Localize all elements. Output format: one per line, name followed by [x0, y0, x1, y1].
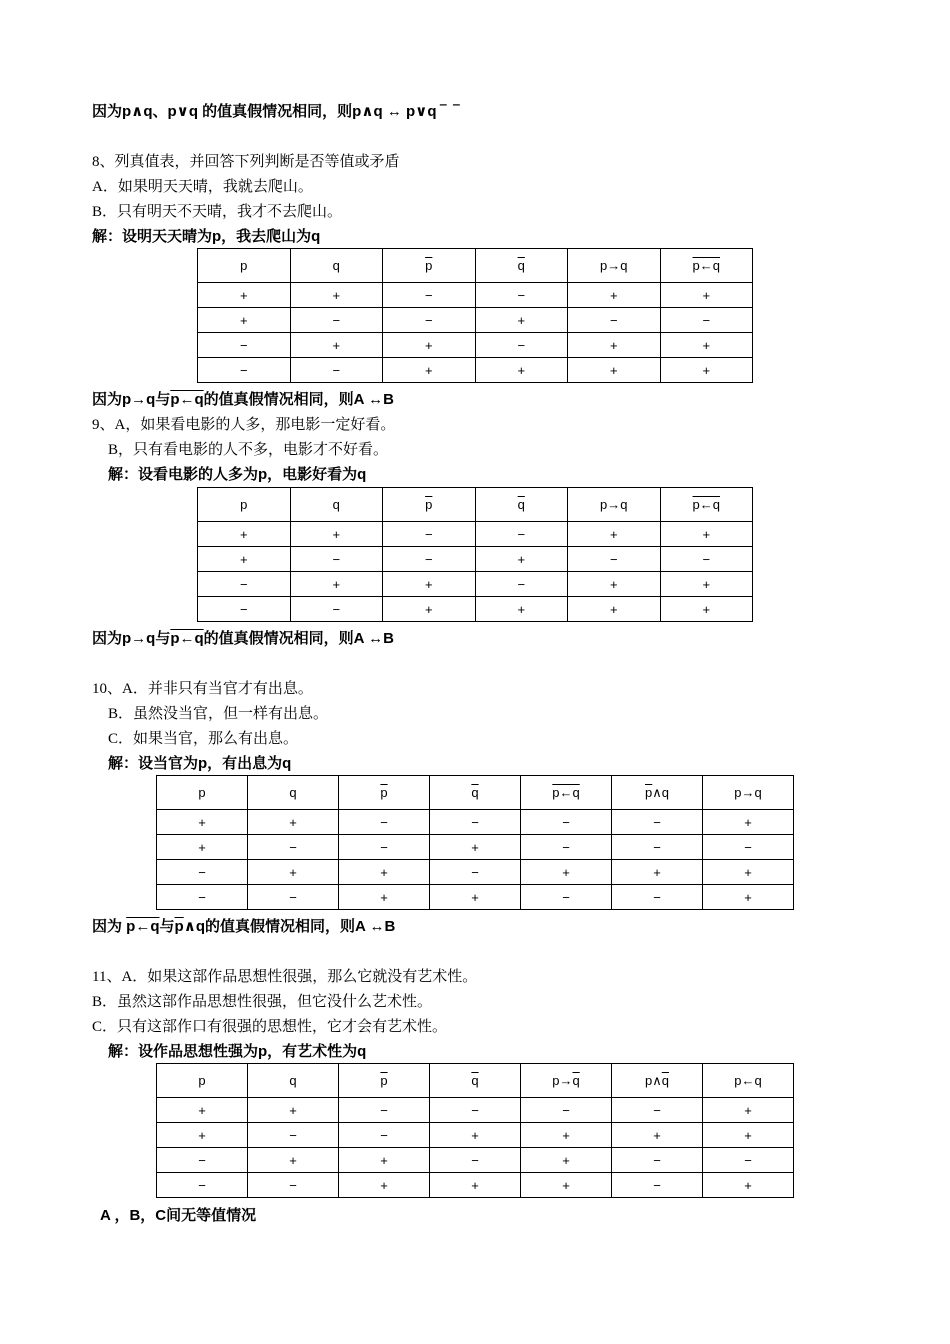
intro-trailing-bars: ‾ ‾	[440, 103, 461, 120]
table-cell: +	[660, 597, 753, 622]
table-cell: +	[703, 810, 794, 835]
table-cell: +	[703, 1123, 794, 1148]
table-header-cell: $\overline{q}$	[430, 1064, 521, 1098]
table-cell: +	[248, 1098, 339, 1123]
table-header-cell: p→q	[568, 488, 661, 522]
q8-statement-b: B．只有明天不天晴，我才不去爬山。	[92, 204, 343, 220]
table-cell: +	[568, 283, 661, 308]
table-cell: +	[703, 885, 794, 910]
q11-statement-b: B．虽然这部作品思想性很强，但它没什么艺术性。	[92, 994, 433, 1010]
table-cell: −	[157, 885, 248, 910]
table-cell: −	[475, 572, 568, 597]
table-cell: −	[339, 1123, 430, 1148]
table-cell: −	[248, 1173, 339, 1198]
table-cell: −	[430, 1148, 521, 1173]
table-header-cell: p←q	[660, 249, 753, 283]
table-cell: +	[430, 1123, 521, 1148]
table-row	[198, 283, 753, 308]
table-cell: −	[290, 547, 383, 572]
q9-statement-b: B，只有看电影的人不多，电影才不好看。	[108, 442, 389, 458]
table-cell: +	[339, 1148, 430, 1173]
table-header-cell: p	[198, 488, 291, 522]
table-row	[157, 1098, 794, 1123]
table-cell: −	[703, 835, 794, 860]
table-cell: +	[198, 522, 291, 547]
table-row	[198, 333, 753, 358]
table-cell: +	[290, 522, 383, 547]
table-cell: +	[521, 1123, 612, 1148]
q10-conclusion-mid: 与	[159, 918, 175, 935]
table-cell: −	[198, 597, 291, 622]
table-cell: −	[198, 572, 291, 597]
intro-conclusion	[92, 103, 461, 121]
table-cell: +	[383, 333, 476, 358]
table-cell: −	[612, 1173, 703, 1198]
table-cell: +	[157, 810, 248, 835]
q8-truth-table	[197, 248, 753, 383]
table-header-cell: $p\to\overline{q}$	[521, 1064, 612, 1098]
table-header-cell: p→q	[703, 776, 794, 810]
table-cell: −	[703, 1148, 794, 1173]
table-cell: −	[568, 308, 661, 333]
q8-statement-a: A．如果明天天晴，我就去爬山。	[92, 179, 313, 195]
q8-conclusion-suffix: 的值真假情况相同，则A ↔B	[203, 391, 394, 408]
table-row	[198, 572, 753, 597]
table-header-row	[157, 776, 794, 810]
table-header-cell: q	[248, 1064, 339, 1098]
table-cell: +	[521, 860, 612, 885]
q8-conclusion-prefix: 因为p→q与	[92, 391, 171, 408]
table-row	[157, 1123, 794, 1148]
table-cell: +	[568, 572, 661, 597]
table-cell: +	[290, 333, 383, 358]
table-cell: +	[475, 597, 568, 622]
table-cell: +	[475, 547, 568, 572]
table-row	[157, 1173, 794, 1198]
table-header-row	[198, 249, 753, 283]
table-cell: +	[660, 572, 753, 597]
table-cell: +	[339, 1173, 430, 1198]
table-cell: +	[660, 333, 753, 358]
table-cell: +	[568, 597, 661, 622]
table-cell: −	[248, 835, 339, 860]
q9-truth-table	[197, 487, 753, 622]
table-cell: +	[568, 333, 661, 358]
q10-conclusion-prefix: 因为	[92, 918, 127, 935]
q10-conclusion-expr2-over: $\overline{p}$	[174, 918, 184, 935]
table-cell: −	[290, 597, 383, 622]
table-cell: +	[521, 1173, 612, 1198]
table-cell: −	[248, 1123, 339, 1148]
table-cell: +	[430, 1173, 521, 1198]
table-cell: −	[430, 860, 521, 885]
table-header-cell: p←q	[660, 488, 753, 522]
table-header-cell: $\overline{p}\wedge q$	[612, 776, 703, 810]
table-cell: −	[339, 810, 430, 835]
table-cell: +	[157, 1123, 248, 1148]
table-cell: +	[383, 597, 476, 622]
table-header-row	[157, 1064, 794, 1098]
table-cell: −	[383, 308, 476, 333]
table-cell: +	[383, 358, 476, 383]
table-header-cell: p	[157, 776, 248, 810]
table-cell: +	[290, 572, 383, 597]
table-cell: +	[157, 1098, 248, 1123]
table-cell: −	[612, 885, 703, 910]
table-cell: −	[612, 1098, 703, 1123]
table-cell: −	[290, 358, 383, 383]
q9-conclusion-expr: p←q	[170, 630, 204, 647]
q10-conclusion-expr2-rest: ∧q	[183, 918, 206, 935]
table-cell: −	[521, 885, 612, 910]
q11-statement-a: 11、A．如果这部作品思想性很强，那么它就没有艺术性。	[92, 969, 478, 985]
table-cell: −	[157, 860, 248, 885]
q10-conclusion-suffix: 的值真假情况相同，则A ↔B	[205, 918, 396, 935]
table-header-cell: p←q	[521, 776, 612, 810]
table-cell: +	[383, 572, 476, 597]
table-cell: −	[612, 810, 703, 835]
table-cell: −	[248, 885, 339, 910]
q9-conclusion-suffix: 的值真假情况相同，则A ↔B	[203, 630, 394, 647]
table-header-cell: $\overline{q}$	[475, 249, 568, 283]
table-cell: +	[198, 283, 291, 308]
table-cell: +	[660, 283, 753, 308]
table-cell: −	[198, 358, 291, 383]
table-cell: −	[521, 835, 612, 860]
table-header-cell: $\overline{p}$	[339, 776, 430, 810]
table-header-cell: $\overline{p}$	[383, 249, 476, 283]
table-header-cell: $\overline{p}$	[339, 1064, 430, 1098]
q9-statement-a: 9、A，如果看电影的人多，那电影一定好看。	[92, 417, 396, 433]
table-cell: −	[475, 333, 568, 358]
q8-conclusion-expr: p←q	[170, 391, 204, 408]
table-cell: +	[339, 885, 430, 910]
q10-conclusion-expr1: p←q	[126, 918, 160, 935]
table-cell: +	[248, 860, 339, 885]
table-cell: −	[383, 283, 476, 308]
table-cell: +	[660, 358, 753, 383]
q8-solution: 解：设明天天晴为p，我去爬山为q	[92, 228, 321, 245]
table-cell: −	[383, 522, 476, 547]
table-cell: +	[568, 522, 661, 547]
table-cell: +	[703, 1173, 794, 1198]
table-cell: +	[568, 358, 661, 383]
table-header-cell: p←q	[703, 1064, 794, 1098]
table-row	[198, 547, 753, 572]
table-cell: +	[475, 308, 568, 333]
table-header-cell: p	[198, 249, 291, 283]
table-cell: −	[660, 308, 753, 333]
table-header-row	[198, 488, 753, 522]
table-cell: +	[660, 522, 753, 547]
table-header-cell: $\overline{p}$	[383, 488, 476, 522]
table-row	[157, 1148, 794, 1173]
table-cell: +	[248, 1148, 339, 1173]
q11-solution: 解：设作品思想性强为p，有艺术性为q	[108, 1043, 367, 1060]
table-cell: −	[339, 1098, 430, 1123]
table-cell: −	[521, 1098, 612, 1123]
q10-statement-a: 10、A．并非只有当官才有出息。	[92, 681, 313, 697]
q9-conclusion-prefix: 因为p→q与	[92, 630, 171, 647]
q9-solution: 解：设看电影的人多为p，电影好看为q	[108, 466, 367, 483]
table-row	[198, 308, 753, 333]
table-cell: +	[612, 1123, 703, 1148]
table-cell: −	[198, 333, 291, 358]
q8-conclusion	[92, 391, 394, 409]
table-cell: +	[157, 835, 248, 860]
q10-statement-c: C．如果当官，那么有出息。	[108, 731, 299, 747]
q10-statement-b: B．虽然没当官，但一样有出息。	[108, 706, 329, 722]
table-cell: −	[157, 1148, 248, 1173]
table-cell: +	[290, 283, 383, 308]
table-cell: +	[703, 1098, 794, 1123]
table-header-cell: q	[248, 776, 339, 810]
table-cell: −	[290, 308, 383, 333]
table-cell: −	[568, 547, 661, 572]
intro-conclusion-text: 因为p∧q、p∨q 的值真假情况相同，则p∧q ↔ p∨q	[92, 103, 437, 120]
table-cell: −	[157, 1173, 248, 1198]
table-cell: +	[430, 885, 521, 910]
table-header-cell: q	[290, 488, 383, 522]
table-cell: −	[612, 835, 703, 860]
table-row	[198, 522, 753, 547]
table-cell: +	[248, 810, 339, 835]
table-cell: −	[521, 810, 612, 835]
table-row	[157, 860, 794, 885]
table-cell: +	[703, 860, 794, 885]
table-cell: +	[430, 835, 521, 860]
table-header-cell: p→q	[568, 249, 661, 283]
table-cell: −	[475, 522, 568, 547]
q11-statement-c: C．只有这部作口有很强的思想性，它才会有艺术性。	[92, 1019, 448, 1035]
table-row	[157, 885, 794, 910]
table-cell: −	[430, 1098, 521, 1123]
table-cell: −	[339, 835, 430, 860]
table-row	[198, 597, 753, 622]
table-header-cell: $p\wedge\overline{q}$	[612, 1064, 703, 1098]
q10-conclusion	[92, 918, 395, 936]
table-header-cell: p	[157, 1064, 248, 1098]
table-header-cell: $\overline{q}$	[430, 776, 521, 810]
q10-solution: 解：设当官为p，有出息为q	[108, 755, 292, 772]
table-cell: +	[198, 547, 291, 572]
table-row	[157, 810, 794, 835]
q11-truth-table	[156, 1063, 794, 1198]
table-row	[157, 835, 794, 860]
table-cell: +	[198, 308, 291, 333]
q9-conclusion	[92, 630, 394, 648]
table-cell: −	[660, 547, 753, 572]
q11-conclusion: A ，B，C间无等值情况	[100, 1207, 257, 1224]
table-cell: +	[339, 860, 430, 885]
table-cell: −	[475, 283, 568, 308]
q10-truth-table	[156, 775, 794, 910]
table-header-cell: $\overline{q}$	[475, 488, 568, 522]
table-cell: +	[612, 860, 703, 885]
q8-title: 8、列真值表，并回答下列判断是否等值或矛盾	[92, 154, 400, 170]
table-cell: −	[612, 1148, 703, 1173]
table-cell: −	[430, 810, 521, 835]
table-cell: −	[383, 547, 476, 572]
table-cell: +	[521, 1148, 612, 1173]
table-cell: +	[475, 358, 568, 383]
table-header-cell: q	[290, 249, 383, 283]
table-row	[198, 358, 753, 383]
